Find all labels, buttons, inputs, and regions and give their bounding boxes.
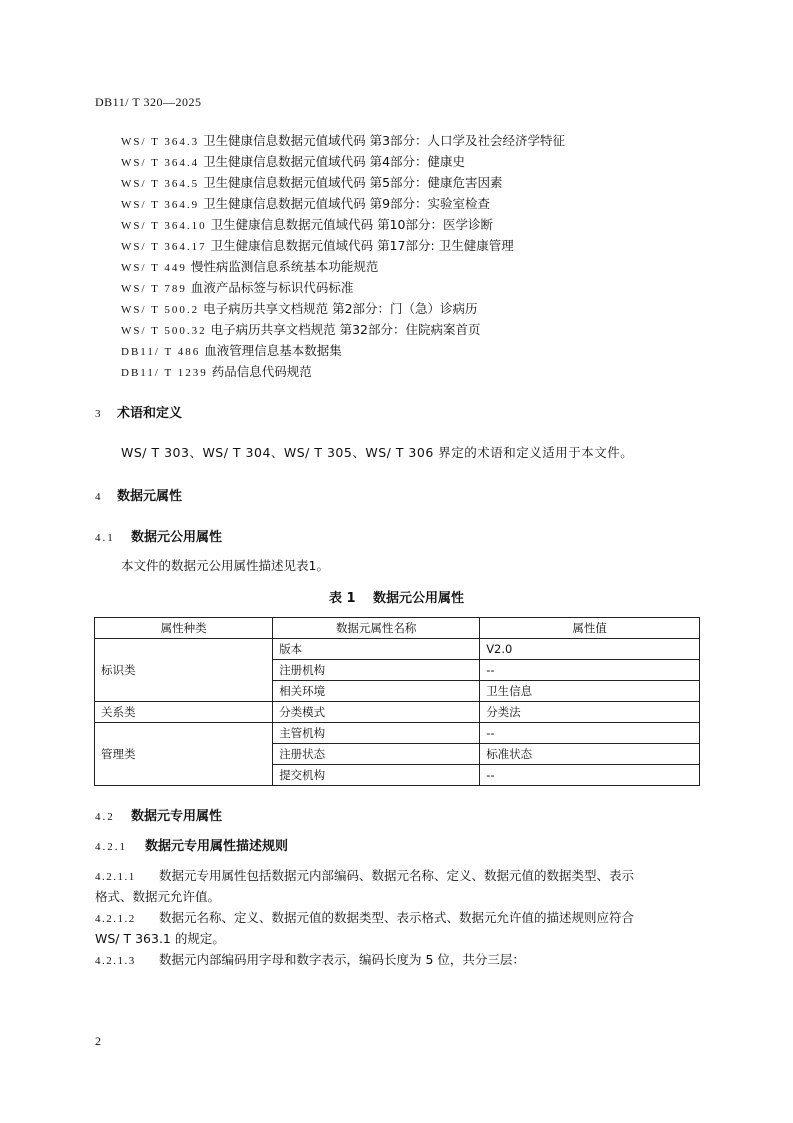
reference-item: WS/ T 449 慢性病监测信息系统基本功能规范 bbox=[121, 259, 379, 274]
attribute-value-cell: 分类法 bbox=[480, 702, 700, 723]
table-row bbox=[95, 702, 700, 723]
clause-4-2-1-2: 4.2.1.2 数据元名称、定义、数据元值的数据类型、表示格式、数据元允许值的描述规则应符合 bbox=[95, 910, 635, 925]
reference-item: DB11/ T 1239 药品信息代码规范 bbox=[121, 364, 312, 379]
reference-item: WS/ T 364.10 卫生健康信息数据元值域代码 第10部分：医学诊断 bbox=[121, 217, 494, 232]
category-cell: 关系类 bbox=[95, 702, 273, 723]
section-3-text: WS/ T 303、WS/ T 304、WS/ T 305、WS/ T 306 界定的术语和定义适用于本文件。 bbox=[121, 445, 634, 460]
attribute-value-cell: 标准状态 bbox=[480, 744, 700, 765]
attribute-table bbox=[94, 617, 700, 786]
attribute-value-cell: 卫生信息 bbox=[480, 681, 700, 702]
reference-item: WS/ T 789 血液产品标签与标识代码标准 bbox=[121, 280, 354, 295]
clause-4-2-1-1: 4.2.1.1 数据元专用属性包括数据元内部编码、数据元名称、定义、数据元值的数据类型、表示 bbox=[95, 868, 635, 883]
attribute-value-cell: V2.0 bbox=[480, 639, 700, 660]
reference-item: WS/ T 500.32 电子病历共享文档规范 第32部分：住院病案首页 bbox=[121, 322, 481, 337]
attribute-name-cell: 提交机构 bbox=[273, 765, 480, 786]
table-header-cell: 数据元属性名称 bbox=[273, 618, 480, 639]
section-4-1-heading: 4.1 数据元公用属性 bbox=[95, 530, 223, 545]
reference-item: WS/ T 364.17 卫生健康信息数据元值域代码 第17部分: 卫生健康管理 bbox=[121, 238, 514, 253]
attribute-name-cell: 主管机构 bbox=[273, 723, 480, 744]
reference-item: DB11/ T 486 血液管理信息基本数据集 bbox=[121, 343, 342, 358]
attribute-value-cell: -- bbox=[480, 765, 700, 786]
attribute-name-cell: 版本 bbox=[273, 639, 480, 660]
reference-item: WS/ T 364.3 卫生健康信息数据元值域代码 第3部分：人口学及社会经济学特征 bbox=[121, 133, 566, 148]
table-header-row bbox=[95, 618, 700, 639]
table-row bbox=[95, 723, 700, 744]
section-4-2-heading: 4.2 数据元专用属性 bbox=[95, 809, 223, 824]
attribute-name-cell: 注册机构 bbox=[273, 660, 480, 681]
section-4-2-1-heading: 4.2.1 数据元专用属性描述规则 bbox=[95, 839, 289, 854]
attribute-value-cell: -- bbox=[480, 723, 700, 744]
section-4-heading: 4 数据元属性 bbox=[95, 489, 183, 504]
page-number: 2 bbox=[95, 1034, 101, 1048]
clause-4-2-1-3: 4.2.1.3 数据元内部编码用字母和数字表示，编码长度为 5 位，共分三层： bbox=[95, 952, 525, 967]
attribute-value-cell: -- bbox=[480, 660, 700, 681]
attribute-name-cell: 注册状态 bbox=[273, 744, 480, 765]
table-row bbox=[95, 639, 700, 660]
category-cell: 标识类 bbox=[95, 639, 273, 702]
clause-4-2-1-2-cont: WS/ T 363.1 的规定。 bbox=[95, 931, 225, 946]
section-3-heading: 3 术语和定义 bbox=[95, 406, 183, 421]
table-header-cell: 属性值 bbox=[480, 618, 700, 639]
category-cell: 管理类 bbox=[95, 723, 273, 786]
reference-item: WS/ T 364.5 卫生健康信息数据元值域代码 第5部分：健康危害因素 bbox=[121, 175, 503, 190]
table-1-caption: 表 1 数据元公用属性 bbox=[328, 591, 465, 606]
attribute-name-cell: 分类模式 bbox=[273, 702, 480, 723]
reference-item: WS/ T 364.4 卫生健康信息数据元值域代码 第4部分：健康史 bbox=[121, 154, 466, 169]
section-4-1-text: 本文件的数据元公用属性描述见表1。 bbox=[121, 558, 329, 573]
clause-4-2-1-1-cont: 格式、数据元允许值。 bbox=[95, 889, 221, 904]
reference-item: WS/ T 500.2 电子病历共享文档规范 第2部分：门（急）诊病历 bbox=[121, 301, 478, 316]
standard-code-header: DB11/ T 320—2025 bbox=[95, 95, 202, 109]
attribute-name-cell: 相关环境 bbox=[273, 681, 480, 702]
table-header-cell: 属性种类 bbox=[95, 618, 273, 639]
reference-item: WS/ T 364.9 卫生健康信息数据元值域代码 第9部分：实验室检查 bbox=[121, 196, 491, 211]
